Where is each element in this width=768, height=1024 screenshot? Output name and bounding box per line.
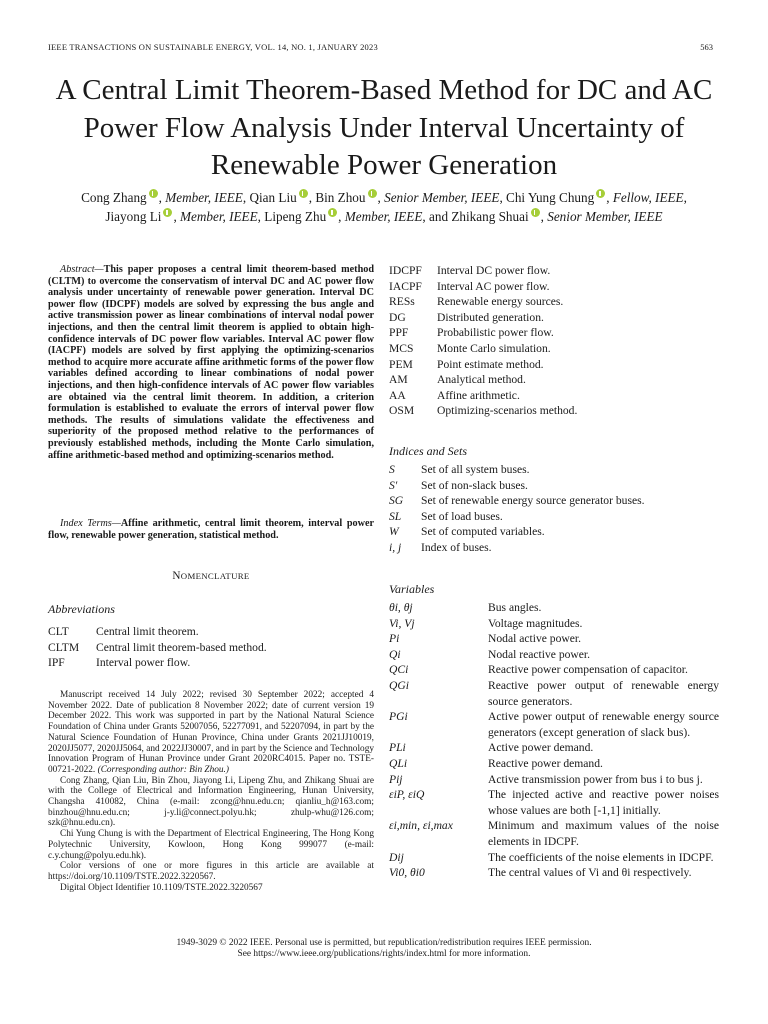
footnote-affiliation-2: Chi Yung Chung is with the Department of Electrical Engineering, The Hong Kong Polytechnic University, Kowloon, Hong Kong 999077 (e-mail: c.y.chung@polyu.edu.hk). [48, 829, 374, 861]
variable-row [389, 772, 719, 788]
abbreviation-symbol: RESs [389, 295, 415, 309]
abbreviation-row [389, 310, 719, 326]
abbreviation-symbol: CLT [48, 625, 69, 638]
footnote-color-versions[interactable]: Color versions of one or more figures in this article are available at https://doi.org/10.1109/TSTE.2022.3220567. [48, 861, 374, 882]
set-row [389, 493, 719, 509]
author-name: Lipeng Zhu [264, 209, 327, 224]
abbreviation-symbol: AM [389, 373, 408, 387]
variable-definition: Active power demand. [488, 741, 594, 755]
abbreviation-definition: Interval DC power flow. [437, 264, 551, 277]
variable-symbol: PLi [389, 741, 406, 755]
variable-row [389, 818, 719, 849]
set-row [389, 524, 719, 540]
running-header-journal: IEEE TRANSACTIONS ON SUSTAINABLE ENERGY, VOL. 14, NO. 1, JANUARY 2023 [48, 42, 378, 52]
variable-row [389, 600, 719, 616]
abbreviation-list-left [48, 624, 374, 671]
variable-row [389, 678, 719, 709]
author-name: Chi Yung Chung [506, 190, 595, 205]
abbreviation-list-right [389, 263, 719, 419]
abbreviation-symbol: IDCPF [389, 264, 422, 277]
variable-symbol: PGi [389, 710, 408, 724]
variable-row [389, 756, 719, 772]
variable-symbol: Qi [389, 647, 401, 661]
variable-definition: Reactive power output of renewable energy source generators. [488, 678, 719, 708]
abbreviation-definition: Interval power flow. [96, 656, 191, 670]
abbreviation-row [389, 372, 719, 388]
abbreviation-symbol: CLTM [48, 640, 80, 654]
variables-list [389, 600, 719, 881]
abbreviation-row [389, 388, 719, 404]
abbreviation-definition: Interval AC power flow. [437, 279, 550, 293]
abbreviation-row [389, 279, 719, 295]
orcid-icon[interactable] [163, 208, 172, 217]
variable-definition: Active power output of renewable energy source generators (except generation of slack bus). [488, 710, 719, 739]
variable-symbol: Dij [389, 850, 404, 864]
abstract-text: This paper proposes a central limit theorem-based method (CLTM) to overcome the conservatism of interval DC and AC power flow analysis under uncertainty of renewable power generation. Interval DC power flow (IDCPF) models are solved by expressing the bus angle and active transmission power as linear combinations of interval nodal power injections, and then the central limit theorem is applied to obtain high-confidence intervals of DC power flow variables. Interval AC power flow (IACPF) models are solved by first applying the optimizing-scenarios method to acquire more accurate affine arithmetic forms of the power flow variables defined according to linear combinations of nodal power injections, and then high-confidence intervals of AC power flow variables are obtained via the central limit theorem. In addition, a criterion formulation is established to evaluate the errors of interval power flow methods. The results of simulations validate the effectiveness and superiority of the proposed method relative to the performances of previously established methods, including the Monte Carlo simulation, affine arithmetic-based method and optimizing-scenarios method. [48, 264, 374, 461]
heading-rest: OMENCLATURE [180, 571, 250, 581]
footnote-manuscript [48, 690, 374, 776]
variable-definition: Minimum and maximum values of the noise elements in IDCPF. [488, 819, 719, 848]
heading-initial: N [172, 570, 181, 582]
footnote-affiliation-1: Cong Zhang, Qian Liu, Bin Zhou, Jiayong Li, Lipeng Zhu, and Zhikang Shuai are with the College of Electrical and Information Engineering, Hunan University, Changsha 410082, China (e-mail: zcong@hnu.edu.cn; qianliu_h@163.com; binzhou@hnu.edu.cn; j-y.li@connect.polyu.hk; zhulp-whu@126.com; szk@hnu.edu.cn). [48, 775, 374, 829]
author-role: Member, IEEE [165, 190, 243, 205]
set-row [389, 540, 719, 556]
abbreviation-symbol: DG [389, 310, 406, 324]
subheading-indices-sets: Indices and Sets [389, 444, 467, 458]
variable-definition: Nodal active power. [488, 632, 582, 646]
orcid-icon[interactable] [328, 208, 337, 217]
paper-title: A Central Limit Theorem-Based Method for DC and AC Power Flow Analysis Under Interval Uncertainty of Renewable Power Generation [55, 74, 713, 181]
variable-definition: Nodal reactive power. [488, 647, 591, 661]
abbreviation-symbol: IACPF [389, 279, 422, 293]
variable-symbol: Pi [389, 632, 400, 646]
index-terms-text: Affine arithmetic, central limit theorem, interval power flow, renewable power generation, statistical method. [48, 518, 374, 541]
abbreviation-row [389, 403, 719, 419]
section-heading-nomenclature [48, 570, 374, 582]
abbreviation-row [48, 624, 374, 640]
abbreviation-row [48, 655, 374, 671]
variable-row [389, 709, 719, 740]
author-role: Senior Member, IEEE [384, 190, 500, 205]
variable-row [389, 631, 719, 647]
variable-symbol: QGi [389, 678, 409, 692]
author-role: Member, IEEE [180, 209, 258, 224]
set-definition: Set of renewable energy source generator buses. [421, 494, 645, 508]
set-row [389, 478, 719, 494]
abbreviation-row [389, 294, 719, 310]
variable-definition: The central values of Vi and θi respectively. [488, 866, 692, 880]
abbreviation-definition: Central limit theorem-based method. [96, 640, 267, 654]
subheading-abbreviations: Abbreviations [48, 602, 115, 616]
variable-symbol: εiP, εiQ [389, 788, 425, 802]
abstract [48, 264, 374, 461]
variable-symbol: QCi [389, 663, 409, 677]
variable-symbol: θi, θj [389, 601, 413, 614]
abbreviation-definition: Analytical method. [437, 373, 526, 387]
orcid-icon[interactable] [596, 189, 605, 198]
variable-row [389, 865, 719, 881]
variable-definition: Active transmission power from bus i to bus j. [488, 772, 703, 786]
variable-row [389, 662, 719, 678]
variable-symbol: Vi, Vj [389, 616, 415, 630]
abbreviation-symbol: IPF [48, 656, 65, 670]
author-list: Cong Zhang , Member, IEEE, Qian Liu , Bin Zhou , Senior Member, IEEE, Chi Yung Chung , Fellow, IEEE, Jiayong Li , Member, IEEE, Lipeng Zhu , Member, IEEE, and Zhikang Shuai , Senior Member, IEEE [81, 190, 687, 224]
copyright-line: 1949-3029 © 2022 IEEE. Personal use is permitted, but republication/redistribution requires IEEE permission. [176, 938, 592, 948]
set-symbol: S′ [389, 478, 398, 492]
set-row [389, 462, 719, 478]
footnote [48, 690, 374, 893]
abbreviation-definition: Distributed generation. [437, 310, 544, 324]
set-symbol: SL [389, 509, 402, 523]
abbreviation-row [389, 341, 719, 357]
variable-row [389, 787, 719, 818]
variable-definition: Reactive power demand. [488, 756, 603, 770]
abbreviation-definition: Renewable energy sources. [437, 295, 564, 309]
set-symbol: S [389, 463, 395, 476]
author-name: Jiayong Li [105, 209, 162, 224]
abbreviation-definition: Point estimate method. [437, 357, 544, 371]
sets-list [389, 462, 719, 556]
author-conjunction: and [429, 209, 449, 224]
set-definition: Index of buses. [421, 540, 492, 554]
set-definition: Set of computed variables. [421, 525, 545, 539]
author-name: Bin Zhou [315, 190, 366, 205]
abbreviation-row [389, 325, 719, 341]
orcid-icon[interactable] [531, 208, 540, 217]
abbreviation-definition: Optimizing-scenarios method. [437, 404, 578, 418]
variable-symbol: εi,min, εi,max [389, 819, 453, 833]
variable-definition: Bus angles. [488, 601, 542, 614]
orcid-icon[interactable] [299, 189, 308, 198]
set-symbol: W [389, 525, 399, 539]
abbreviation-definition: Probabilistic power flow. [437, 326, 554, 340]
author-role: Fellow, IEEE [612, 190, 684, 205]
author-name: Cong Zhang [81, 190, 147, 205]
set-symbol: i, j [389, 540, 402, 554]
author-role: Senior Member, IEEE [547, 209, 663, 224]
page-number: 563 [700, 42, 713, 52]
variable-row [389, 616, 719, 632]
variable-symbol: Pij [389, 772, 403, 786]
set-symbol: SG [389, 494, 404, 508]
set-definition: Set of all system buses. [421, 463, 530, 476]
abstract-label: Abstract— [60, 264, 104, 275]
abbreviation-symbol: MCS [389, 341, 414, 355]
abbreviation-definition: Central limit theorem. [96, 625, 199, 638]
index-terms-label: Index Terms— [60, 518, 121, 529]
variable-row [389, 647, 719, 663]
author-role: Member, IEEE [344, 209, 423, 224]
variable-definition: The injected active and reactive power noises whose values are both [-1,1] initially. [488, 788, 719, 817]
abbreviation-symbol: AA [389, 388, 406, 402]
abbreviation-definition: Monte Carlo simulation. [437, 341, 551, 355]
author-name: Qian Liu [249, 190, 297, 205]
variable-symbol: QLi [389, 756, 408, 770]
rights-link-line[interactable]: See https://www.ieee.org/publications/rights/index.html for more information. [237, 949, 531, 960]
footnote-text: Manuscript received 14 July 2022; revised 30 September 2022; accepted 4 November 2022. Date of publication 8 November 2022; date of current version 19 December 2022. This work was supported in part by the National Natural Science Foundation of China under Grants 52007056, 52277091, and 52207094, in part by the Natural Science Foundation of Hunan Province, China under Grants 2021JJ10019, 2020JJ5077, 2020JJ5064, and 2022JJ30007, and in part by the Science and Technology Innovation Program of Hunan Province under Grant 2020RC4015. Paper no. TSTE-00721-2022. [48, 690, 374, 775]
orcid-icon[interactable] [368, 189, 377, 198]
variable-symbol: Vi0, θi0 [389, 866, 425, 880]
author-name: Zhikang Shuai [451, 209, 529, 224]
variable-row [389, 740, 719, 756]
variable-definition: Reactive power compensation of capacitor. [488, 663, 688, 677]
index-terms [48, 518, 374, 541]
subheading-variables: Variables [389, 582, 435, 596]
abbreviation-row [389, 263, 719, 279]
footnote-doi[interactable]: Digital Object Identifier 10.1109/TSTE.2022.3220567 [60, 882, 263, 893]
variable-row [389, 850, 719, 866]
set-definition: Set of non-slack buses. [421, 478, 528, 492]
variable-definition: The coefficients of the noise elements in IDCPF. [488, 850, 714, 864]
abbreviation-symbol: OSM [389, 404, 415, 418]
set-row [389, 509, 719, 525]
abbreviation-row [48, 640, 374, 656]
abbreviation-symbol: PEM [389, 357, 413, 371]
abbreviation-row [389, 357, 719, 373]
set-definition: Set of load buses. [421, 509, 503, 523]
orcid-icon[interactable] [149, 189, 158, 198]
corresponding-author: (Corresponding author: Bin Zhou.) [97, 764, 229, 775]
variable-definition: Voltage magnitudes. [488, 616, 583, 630]
abbreviation-definition: Affine arithmetic. [437, 388, 520, 402]
abbreviation-symbol: PPF [389, 326, 409, 340]
copyright-footer [40, 938, 728, 961]
